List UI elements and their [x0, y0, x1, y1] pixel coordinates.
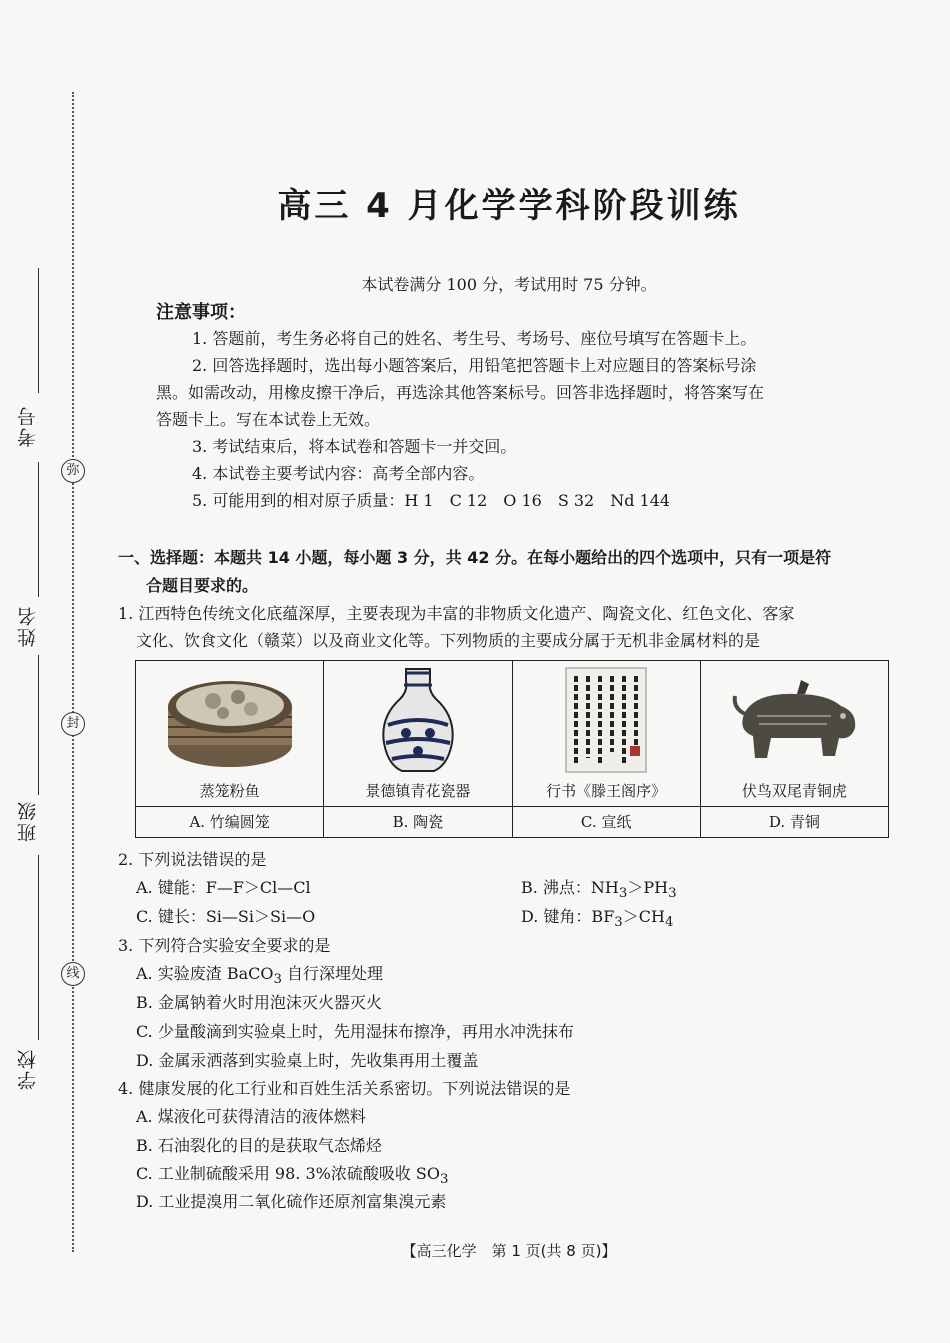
- q1-caption: 蒸笼粉鱼: [199, 781, 260, 800]
- section-line: 一、选择题：本题共 14 小题，每小题 3 分，共 42 分。在每小题给出的四个选项中，只有一项是符: [118, 548, 832, 567]
- exam-title: 高三 4 月化学学科阶段训练: [277, 186, 741, 226]
- page-footer: 【高三化学 第 1 页(共 8 页)】: [401, 1242, 617, 1260]
- q1-cell-c: [512, 661, 700, 807]
- school-label: 学校: [17, 1048, 39, 1090]
- q1-image-table: [135, 660, 889, 838]
- notice-heading: 注意事项：: [156, 302, 246, 323]
- name-rule: [38, 462, 39, 597]
- q3-option-a: [136, 961, 383, 993]
- q2-d-sub: 4: [664, 915, 674, 931]
- q1-option-a: A. 竹编圆笼: [136, 806, 324, 837]
- q4-stem: 4. 健康发展的化工行业和百姓生活关系密切。下列说法错误的是: [118, 1079, 571, 1098]
- notice-line: 答题卡上。写在本试卷上无效。: [156, 410, 381, 429]
- q2-b-text: B. 沸点：NH: [521, 878, 619, 897]
- q4-option-b: B. 石油裂化的目的是获取气态烯烃: [136, 1136, 382, 1155]
- notice-line: 5. 可能用到的相对原子质量：H 1 C 12 O 16 S 32 Nd 144: [192, 491, 671, 510]
- q2-option-d: [521, 904, 673, 936]
- section-line: 合题目要求的。: [146, 576, 259, 595]
- q1-stem: 文化、饮食文化（赣菜）以及商业文化等。下列物质的主要成分属于无机非金属材料的是: [136, 631, 761, 650]
- q1-cell-d: [700, 661, 888, 807]
- q1-caption: 景德镇青花瓷器: [365, 781, 471, 800]
- notice-line: 1. 答题前，考生务必将自己的姓名、考生号、考场号、座位号填写在答题卡上。: [192, 329, 757, 348]
- q4-option-d: D. 工业提溴用二氧化硫作还原剂富集溴元素: [136, 1192, 447, 1211]
- q1-option-b: B. 陶瓷: [324, 806, 512, 837]
- q3-option-d: D. 金属汞洒落到实验桌上时，先收集再用土覆盖: [136, 1051, 479, 1070]
- exam-subtitle: 本试卷满分 100 分，考试用时 75 分钟。: [361, 275, 657, 294]
- q4-c-sub: 3: [440, 1172, 449, 1188]
- q2-b-text: ＞PH: [627, 878, 669, 897]
- notice-line: 2. 回答选择题时，选出每小题答案后，用铅笔把答题卡上对应题目的答案标号涂: [192, 356, 757, 375]
- school-rule: [38, 855, 39, 1040]
- class-rule: [38, 655, 39, 795]
- vase-icon: [376, 665, 460, 775]
- notice-line: 3. 考试结束后，将本试卷和答题卡一并交回。: [192, 437, 517, 456]
- q2-option-c: C. 键长：Si—Si＞Si—O: [136, 907, 316, 926]
- q2-b-sub: 3: [618, 886, 628, 902]
- q3-stem: 3. 下列符合实验安全要求的是: [118, 936, 331, 955]
- section-heading: [118, 544, 831, 600]
- seal-mark-xian: 线: [61, 962, 85, 986]
- bronze-tiger-icon: [727, 672, 861, 768]
- q2-option-a: A. 键能：F—F＞Cl—Cl: [136, 878, 311, 897]
- q2-stem: 2. 下列说法错误的是: [118, 850, 267, 869]
- seal-line: [72, 92, 74, 1252]
- q1-option-c: C. 宣纸: [512, 806, 700, 837]
- seal-mark-mi: 弥: [61, 459, 85, 483]
- q2-d-text: D. 键角：BF: [521, 907, 615, 926]
- q2-option-b: [521, 875, 677, 907]
- q3-a-sub: 3: [273, 972, 282, 988]
- q1-cell-a: [136, 661, 324, 807]
- q2-d-text: ＞CH: [622, 907, 665, 926]
- q3-option-c: C. 少量酸滴到实验桌上时，先用湿抹布擦净，再用水冲洗抹布: [136, 1022, 574, 1041]
- notice-line: 4. 本试卷主要考试内容：高考全部内容。: [192, 464, 485, 483]
- q1-stem: 1. 江西特色传统文化底蕴深厚，主要表现为丰富的非物质文化遗产、陶瓷文化、红色文化、客家: [118, 604, 795, 623]
- class-label: 班级: [17, 800, 39, 842]
- seal-mark-feng: 封: [61, 712, 85, 736]
- exam-no-label: 考号: [17, 405, 39, 447]
- q4-c-text: C. 工业制硫酸采用 98. 3%浓硫酸吸收 SO: [136, 1164, 441, 1183]
- q2-b-sub: 3: [668, 886, 677, 902]
- q3-a-text: 自行深埋处理: [281, 964, 384, 983]
- q1-cell-b: [324, 661, 512, 807]
- q4-option-a: A. 煤液化可获得清洁的液体燃料: [136, 1107, 366, 1126]
- q1-option-d: D. 青铜: [700, 806, 888, 837]
- q3-a-text: A. 实验废渣 BaCO: [136, 964, 274, 983]
- calligraphy-icon: [564, 666, 648, 774]
- notice-line: 黑。如需改动，用橡皮擦干净后，再选涂其他答案标号。回答非选择题时，将答案写在: [156, 383, 765, 402]
- steamer-icon: [163, 667, 297, 773]
- name-label: 姓名: [17, 605, 39, 647]
- q1-caption: 行书《滕王阁序》: [546, 781, 667, 800]
- q2-d-sub: 3: [614, 915, 623, 931]
- q1-caption: 伏鸟双尾青铜虎: [741, 781, 847, 800]
- q3-option-b: B. 金属钠着火时用泡沫灭火器灭火: [136, 993, 382, 1012]
